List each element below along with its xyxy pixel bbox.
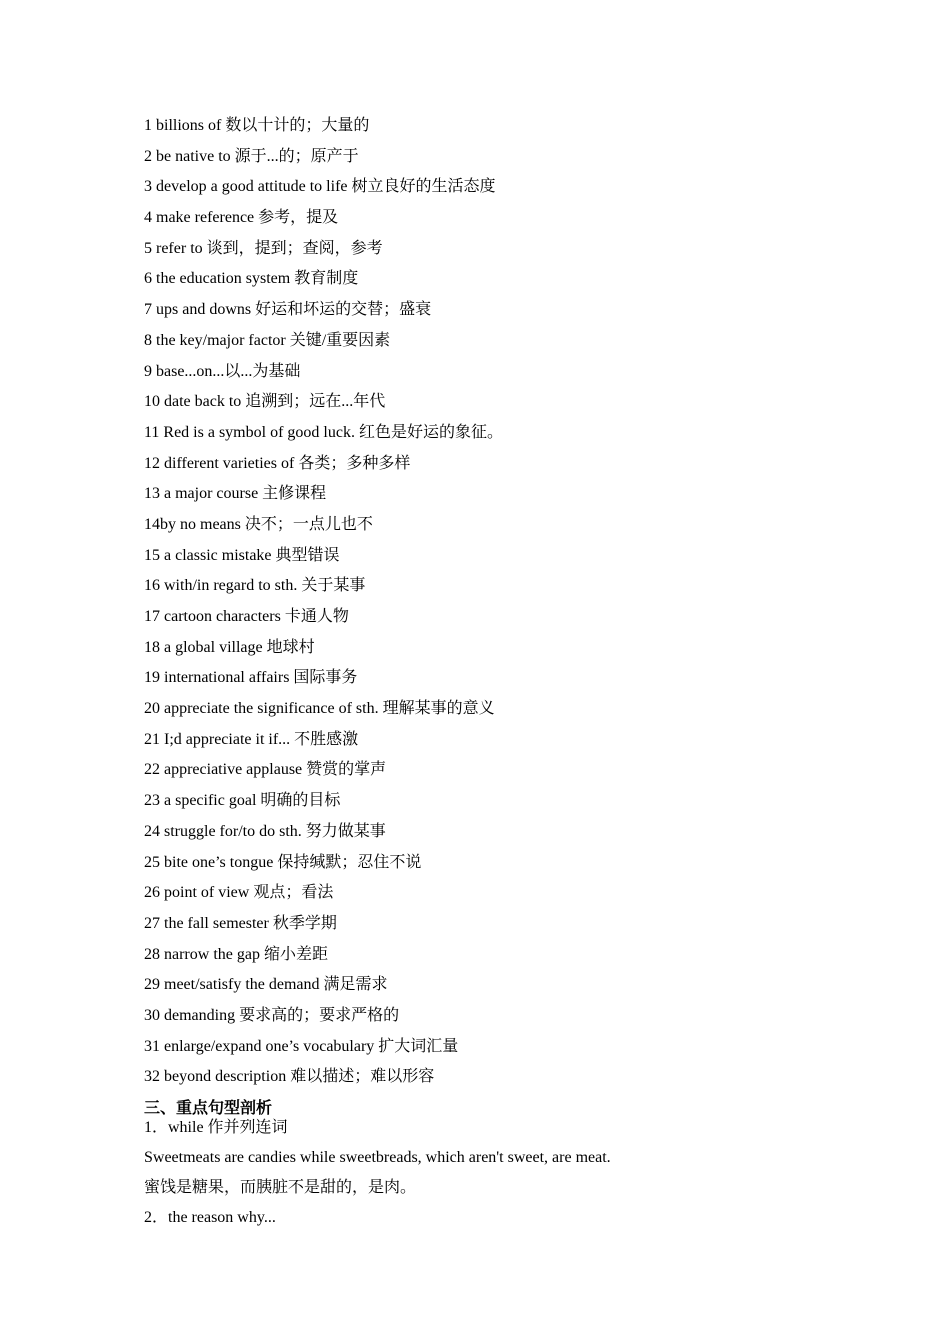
list-item: 24 struggle for/to do sth. 努力做某事 (144, 822, 386, 840)
phrase-list (144, 114, 844, 1096)
list-item: 2 be native to 源于...的；原产于 (144, 147, 359, 165)
list-item: 27 the fall semester 秋季学期 (144, 914, 337, 932)
list-item: 25 bite one’s tongue 保持缄默；忍住不说 (144, 853, 422, 871)
list-item: 30 demanding 要求高的；要求严格的 (144, 1006, 400, 1024)
list-item: 21 I;d appreciate it if... 不胜感激 (144, 730, 359, 748)
list-item: 19 international affairs 国际事务 (144, 669, 358, 687)
list-item: 20 appreciate the significance of sth. 理解某事的意义 (144, 700, 495, 718)
list-item: 23 a specific goal 明确的目标 (144, 792, 341, 810)
section-heading: 三、重点句型剖析 (144, 1100, 273, 1117)
list-item: 12 different varieties of 各类；多种多样 (144, 454, 411, 472)
list-item: 31 enlarge/expand one’s vocabulary 扩大词汇量 (144, 1037, 459, 1055)
list-item: 1 billions of 数以十计的；大量的 (144, 117, 370, 134)
list-item: 15 a classic mistake 典型错误 (144, 546, 340, 564)
list-item: 22 appreciative applause 赞赏的掌声 (144, 761, 387, 779)
list-item: 16 with/in regard to sth. 关于某事 (144, 577, 366, 595)
list-item: 9 base...on...以...为基础 (144, 362, 301, 380)
list-item: 11 Red is a symbol of good luck. 红色是好运的象征。 (144, 423, 503, 441)
list-item: 13 a major course 主修课程 (144, 485, 327, 503)
list-item: 29 meet/satisfy the demand 满足需求 (144, 976, 388, 994)
list-item: 8 the key/major factor 关键/重要因素 (144, 331, 391, 349)
sentence-item-title: 1．while 作并列连词 (144, 1119, 288, 1136)
list-item: 6 the education system 教育制度 (144, 270, 359, 288)
list-item: 5 refer to 谈到，提到；查阅，参考 (144, 239, 383, 257)
example-sentence-zh: 蜜饯是糖果，而胰脏不是甜的，是肉。 (144, 1179, 417, 1196)
list-item: 14by no means 决不；一点儿也不 (144, 515, 373, 533)
list-item: 7 ups and downs 好运和坏运的交替；盛衰 (144, 301, 432, 319)
sentence-item-title: 2．the reason why... (144, 1209, 276, 1226)
list-item: 17 cartoon characters 卡通人物 (144, 608, 349, 625)
list-item: 10 date back to 追溯到；远在...年代 (144, 393, 386, 411)
example-sentence-en: Sweetmeats are candies while sweetbreads, which aren't sweet, are meat. (144, 1149, 611, 1166)
list-item: 28 narrow the gap 缩小差距 (144, 945, 328, 963)
list-item: 26 point of view 观点；看法 (144, 884, 334, 902)
list-item: 3 develop a good attitude to life 树立良好的生活态度 (144, 178, 496, 196)
list-item: 4 make reference 参考，提及 (144, 209, 339, 227)
sentence-analysis (144, 1117, 884, 1229)
list-item: 32 beyond description 难以描述；难以形容 (144, 1068, 435, 1086)
list-item: 18 a global village 地球村 (144, 638, 315, 656)
